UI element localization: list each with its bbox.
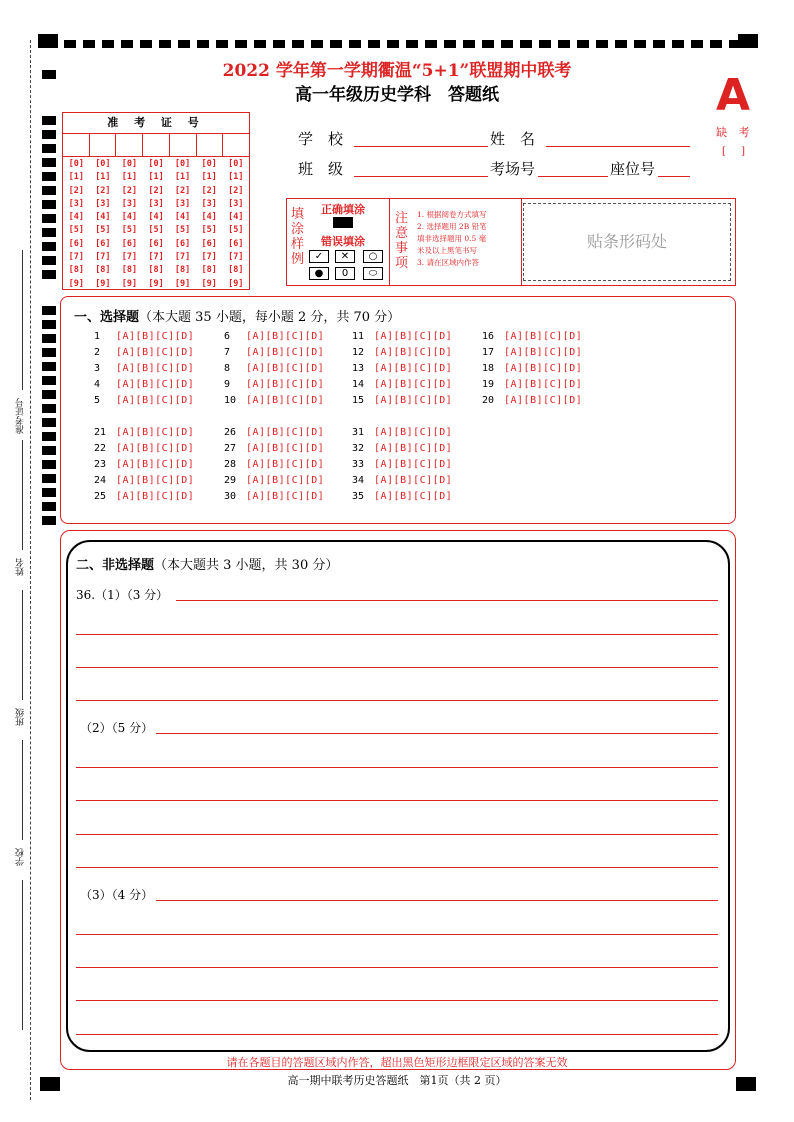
ticket-digit-bubble[interactable]: [5]	[95, 225, 111, 236]
check-mark-icon: ✓	[309, 250, 329, 263]
ticket-number-grid	[62, 112, 250, 290]
answer-options[interactable]: [A][B][C][D]	[246, 475, 325, 486]
wrong-fill-label: 错误填涂	[321, 235, 365, 248]
ticket-digit-bubble[interactable]: [3]	[201, 198, 217, 209]
ticket-digit-bubble[interactable]: [8]	[68, 265, 84, 276]
choice-question-9[interactable]	[224, 379, 324, 390]
answer-options[interactable]: [A][B][C][D]	[246, 379, 325, 390]
ticket-digit-bubble[interactable]: [7]	[68, 252, 84, 263]
choice-question-10[interactable]	[224, 395, 324, 406]
answer-options[interactable]: [A][B][C][D]	[116, 331, 195, 342]
choice-question-20[interactable]	[482, 395, 582, 406]
name-label: 姓 名	[490, 130, 536, 148]
ticket-digit-bubble[interactable]: [8]	[201, 265, 217, 276]
answer-options[interactable]: [A][B][C][D]	[374, 491, 453, 502]
school-field[interactable]	[354, 146, 488, 147]
ticket-digit-bubble[interactable]: [4]	[95, 212, 111, 223]
ticket-digit-bubble[interactable]: [4]	[68, 212, 84, 223]
ticket-digit-bubble[interactable]: [1]	[201, 172, 217, 183]
ticket-digit-bubble[interactable]: [9]	[201, 278, 217, 289]
choice-question-3[interactable]	[94, 363, 194, 374]
question-number: 18	[482, 363, 495, 374]
ticket-digit-bubble[interactable]: [3]	[174, 198, 191, 209]
correct-fill-sample	[333, 217, 353, 228]
ticket-digit-bubble[interactable]: [7]	[228, 252, 244, 263]
answer-options[interactable]: [A][B][C][D]	[374, 443, 453, 454]
choice-section-heading: 一、选择题	[74, 310, 140, 325]
exam-subtitle: 高一年级历史学科 答题纸	[295, 85, 499, 105]
q36-part2-label: （2）（5 分）	[80, 721, 154, 735]
answer-line[interactable]	[76, 834, 718, 835]
side-name-label: 姓名	[16, 558, 26, 576]
binding-line	[30, 40, 31, 1100]
ticket-digit-bubble[interactable]: [1]	[68, 172, 84, 183]
question-number: 9	[224, 379, 231, 390]
answer-options[interactable]: [A][B][C][D]	[504, 331, 583, 342]
non-choice-heading: 二、非选择题	[76, 558, 155, 573]
question-number: 5	[94, 395, 101, 406]
answer-line[interactable]	[76, 967, 718, 968]
answer-options[interactable]: [A][B][C][D]	[116, 347, 195, 358]
ticket-digit-bubble[interactable]: [9]	[95, 278, 111, 289]
choice-question-18[interactable]	[482, 363, 582, 374]
choice-question-32[interactable]	[352, 443, 452, 454]
class-field[interactable]	[354, 176, 488, 177]
question-number: 35	[352, 491, 365, 502]
answer-line[interactable]	[76, 934, 718, 935]
question-number: 28	[224, 459, 237, 470]
oval-mark-icon: 0	[335, 267, 355, 280]
answer-options[interactable]: [A][B][C][D]	[374, 475, 453, 486]
ticket-digit-bubble[interactable]: [8]	[95, 265, 111, 276]
ticket-digit-bubble[interactable]: [8]	[174, 265, 191, 276]
answer-options[interactable]: [A][B][C][D]	[374, 379, 453, 390]
choice-question-17[interactable]	[482, 347, 582, 358]
ticket-digit-bubble[interactable]: [5]	[68, 225, 84, 236]
corner-mark-top-left	[38, 34, 58, 48]
choice-question-5[interactable]	[94, 395, 194, 406]
question-number: 17	[482, 347, 495, 358]
non-choice-section-frame	[66, 540, 730, 1052]
side-class-label: 班级	[16, 708, 26, 726]
ticket-digit-bubble[interactable]: [1]	[228, 172, 244, 183]
answer-options[interactable]: [A][B][C][D]	[246, 331, 325, 342]
side-name-top-line	[22, 440, 23, 550]
absent-checkbox[interactable]: [ ]	[722, 146, 751, 157]
choice-section-desc: （本大题 35 小题，每小题 2 分，共 70 分）	[139, 310, 401, 325]
ticket-title: 准 考 证 号	[63, 113, 249, 134]
side-ticket-line	[22, 250, 23, 390]
ticket-digit-bubble[interactable]: [3]	[228, 198, 244, 209]
ticket-digit-bubble[interactable]: [6]	[228, 238, 244, 249]
answer-options[interactable]: [A][B][C][D]	[504, 363, 583, 374]
answer-options[interactable]: [A][B][C][D]	[504, 347, 583, 358]
choice-question-34[interactable]	[352, 475, 452, 486]
ticket-digit-bubble[interactable]: [5]	[174, 225, 191, 236]
question-number: 25	[94, 491, 107, 502]
side-class-line	[22, 740, 23, 840]
notes-label: 注意事项	[395, 211, 409, 271]
answer-line[interactable]	[76, 1034, 718, 1035]
question-number: 24	[94, 475, 107, 486]
question-number: 8	[224, 363, 231, 374]
answer-options[interactable]: [A][B][C][D]	[374, 459, 453, 470]
choice-question-1[interactable]	[94, 331, 194, 342]
question-number: 15	[352, 395, 365, 406]
divider	[521, 199, 522, 285]
answer-options[interactable]: [A][B][C][D]	[116, 395, 195, 406]
question-number: 30	[224, 491, 237, 502]
choice-question-2[interactable]	[94, 347, 194, 358]
question-number: 6	[224, 331, 231, 342]
ticket-digit-bubble[interactable]: [0]	[121, 159, 138, 169]
ticket-digit-bubble[interactable]: [0]	[201, 159, 217, 169]
ticket-digit-bubble[interactable]: [3]	[148, 198, 164, 209]
ticket-digit-bubble[interactable]: [2]	[95, 185, 111, 196]
ticket-digit-bubble[interactable]: [6]	[121, 238, 138, 249]
question-number: 21	[94, 427, 107, 438]
fill-sample-box	[286, 198, 736, 286]
answer-options[interactable]: [A][B][C][D]	[374, 331, 453, 342]
answer-line[interactable]	[76, 700, 718, 701]
question-number: 2	[94, 347, 101, 358]
absent-label: 缺 考	[716, 126, 754, 139]
ticket-digit-bubble[interactable]: [6]	[95, 238, 111, 249]
question-number: 33	[352, 459, 365, 470]
choice-question-33[interactable]	[352, 459, 452, 470]
ticket-digit-bubble[interactable]: [9]	[68, 278, 84, 289]
ticket-bubble-columns[interactable]	[63, 157, 249, 291]
paper-type: A	[716, 70, 751, 121]
choice-question-6[interactable]	[224, 331, 324, 342]
answer-options[interactable]: [A][B][C][D]	[374, 395, 453, 406]
question-number: 32	[352, 443, 365, 454]
ticket-digit-bubble[interactable]: [8]	[148, 265, 164, 276]
ticket-digit-column[interactable]	[222, 158, 249, 291]
ticket-digit-column[interactable]	[90, 158, 117, 291]
exam-room-field[interactable]	[538, 176, 608, 177]
answer-options[interactable]: [A][B][C][D]	[246, 347, 325, 358]
ticket-digit-bubble[interactable]: [7]	[121, 252, 138, 263]
circle-mark-icon: ○	[363, 250, 383, 263]
choice-question-15[interactable]	[352, 395, 452, 406]
ticket-digit-bubble[interactable]: [0]	[228, 159, 244, 169]
ticket-digit-bubble[interactable]: [4]	[201, 212, 217, 223]
choice-question-16[interactable]	[482, 331, 582, 342]
divider	[389, 199, 390, 285]
ticket-digit-bubble[interactable]: [7]	[95, 252, 111, 263]
ticket-digit-bubble[interactable]: [5]	[121, 225, 138, 236]
ticket-digit-column[interactable]	[143, 158, 170, 291]
choice-question-12[interactable]	[352, 347, 452, 358]
ticket-digit-bubble[interactable]: [9]	[121, 278, 138, 289]
ticket-digit-bubble[interactable]: [4]	[174, 212, 191, 223]
answer-line[interactable]	[76, 867, 718, 868]
answer-options[interactable]: [A][B][C][D]	[504, 395, 583, 406]
ticket-digit-column[interactable]	[63, 158, 90, 291]
ticket-digit-bubble[interactable]: [5]	[148, 225, 164, 236]
school-label: 学 校	[298, 130, 344, 148]
ticket-digit-bubble[interactable]: [1]	[148, 172, 164, 183]
choice-question-27[interactable]	[224, 443, 324, 454]
choice-question-8[interactable]	[224, 363, 324, 374]
ticket-digit-bubble[interactable]: [2]	[68, 185, 84, 196]
barcode-area[interactable]: 贴条形码处	[523, 203, 731, 281]
choice-question-21[interactable]	[94, 427, 194, 438]
question-number: 31	[352, 427, 365, 438]
answer-options[interactable]: [A][B][C][D]	[116, 379, 195, 390]
question-number: 10	[224, 395, 237, 406]
ticket-digit-bubble[interactable]: [2]	[228, 185, 244, 196]
answer-line[interactable]	[156, 900, 718, 901]
ticket-digit-bubble[interactable]: [5]	[201, 225, 217, 236]
side-ticket-label: 准考证号	[16, 398, 26, 434]
cross-mark-icon: ✕	[335, 250, 355, 263]
answer-line[interactable]	[76, 634, 718, 635]
choice-question-4[interactable]	[94, 379, 194, 390]
question-number: 11	[352, 331, 365, 342]
answer-options[interactable]: [A][B][C][D]	[116, 475, 195, 486]
answer-options[interactable]: [A][B][C][D]	[116, 363, 195, 374]
answer-line[interactable]	[176, 600, 718, 601]
answer-options[interactable]: [A][B][C][D]	[246, 395, 325, 406]
ticket-digit-bubble[interactable]: [2]	[201, 185, 217, 196]
note-item: 2. 选择题用 2B 铅笔	[417, 222, 487, 231]
dot-mark-icon: ●	[309, 267, 329, 280]
choice-question-25[interactable]	[94, 491, 194, 502]
ticket-digit-bubble[interactable]: [3]	[95, 198, 111, 209]
question-number: 7	[224, 347, 231, 358]
choice-question-13[interactable]	[352, 363, 452, 374]
ticket-digit-bubble[interactable]: [7]	[174, 252, 191, 263]
question-number: 26	[224, 427, 237, 438]
answer-options[interactable]: [A][B][C][D]	[504, 379, 583, 390]
ticket-digit-column[interactable]	[116, 158, 143, 291]
side-school-label: 学校	[16, 848, 26, 866]
side-school-line	[22, 880, 23, 1030]
exam-room-label: 考场号	[490, 160, 536, 178]
note-item: 1. 根据阅卷方式填写	[417, 210, 487, 219]
ticket-digit-bubble[interactable]: [6]	[68, 238, 84, 249]
answer-options[interactable]: [A][B][C][D]	[246, 363, 325, 374]
ticket-digit-bubble[interactable]: [2]	[121, 185, 138, 196]
ticket-digit-bubble[interactable]: [9]	[228, 278, 244, 289]
answer-options[interactable]: [A][B][C][D]	[374, 427, 453, 438]
ticket-digit-bubble[interactable]: [6]	[174, 238, 191, 249]
choice-question-35[interactable]	[352, 491, 452, 502]
non-choice-section-title	[76, 554, 338, 573]
ticket-digit-bubble[interactable]: [9]	[174, 278, 191, 289]
question-number: 3	[94, 363, 101, 374]
class-label: 班 级	[298, 160, 344, 178]
ticket-digit-bubble[interactable]: [7]	[148, 252, 164, 263]
ticket-digit-bubble[interactable]: [4]	[228, 212, 244, 223]
answer-options[interactable]: [A][B][C][D]	[246, 491, 325, 502]
answer-line[interactable]	[76, 767, 718, 768]
note-item: 3. 请在区域内作答	[417, 258, 480, 267]
ticket-digit-bubble[interactable]: [0]	[68, 159, 84, 169]
question-number: 1	[94, 331, 101, 342]
choice-question-30[interactable]	[224, 491, 324, 502]
ticket-digit-bubble[interactable]: [9]	[148, 278, 164, 289]
ticket-digit-bubble[interactable]: [8]	[121, 265, 138, 276]
notes-list	[417, 209, 487, 269]
q36-part1-label: 36.（1）（3 分）	[76, 588, 169, 602]
question-number: 4	[94, 379, 101, 390]
seat-label: 座位号	[610, 160, 656, 178]
answer-options[interactable]: [A][B][C][D]	[116, 459, 195, 470]
choice-question-28[interactable]	[224, 459, 324, 470]
answer-options[interactable]: [A][B][C][D]	[246, 427, 325, 438]
ticket-digit-column[interactable]	[169, 158, 196, 291]
seat-field[interactable]	[658, 176, 690, 177]
ticket-digit-bubble[interactable]: [6]	[201, 238, 217, 249]
choice-question-24[interactable]	[94, 475, 194, 486]
ticket-digit-bubble[interactable]: [1]	[174, 172, 191, 183]
note-item: 填非选择题用 0.5 毫	[417, 234, 487, 243]
note-item: 米及以上黑笔书写	[417, 246, 477, 255]
question-number: 12	[352, 347, 365, 358]
non-choice-desc: （本大题共 3 小题，共 30 分）	[154, 558, 339, 573]
ticket-digit-bubble[interactable]: [8]	[228, 265, 244, 276]
ticket-digit-bubble[interactable]: [1]	[95, 172, 111, 183]
ticket-write-cells[interactable]	[63, 134, 249, 157]
choice-question-23[interactable]	[94, 459, 194, 470]
top-timing-bar	[64, 40, 744, 48]
ticket-digit-bubble[interactable]: [3]	[68, 198, 84, 209]
answer-line[interactable]	[76, 1000, 718, 1001]
answer-options[interactable]: [A][B][C][D]	[116, 491, 195, 502]
q36-part3-label: （3）（4 分）	[80, 888, 154, 902]
choice-question-31[interactable]	[352, 427, 452, 438]
choice-question-14[interactable]	[352, 379, 452, 390]
answer-line[interactable]	[76, 800, 718, 801]
choice-question-26[interactable]	[224, 427, 324, 438]
side-name-line	[22, 590, 23, 700]
answer-options[interactable]: [A][B][C][D]	[116, 443, 195, 454]
choice-question-7[interactable]	[224, 347, 324, 358]
question-number: 27	[224, 443, 237, 454]
question-number: 23	[94, 459, 107, 470]
ticket-digit-bubble[interactable]: [4]	[148, 212, 164, 223]
question-number: 34	[352, 475, 365, 486]
question-number: 14	[352, 379, 365, 390]
ticket-digit-column[interactable]	[196, 158, 223, 291]
answer-options[interactable]: [A][B][C][D]	[246, 459, 325, 470]
ticket-digit-bubble[interactable]: [0]	[95, 159, 111, 169]
question-number: 13	[352, 363, 365, 374]
name-field[interactable]	[546, 146, 690, 147]
question-number: 22	[94, 443, 107, 454]
ticket-digit-bubble[interactable]: [5]	[228, 225, 244, 236]
ticket-digit-bubble[interactable]: [7]	[201, 252, 217, 263]
answer-area-warning: 请在各题目的答题区域内作答，超出黑色矩形边框限定区域的答案无效	[226, 1056, 568, 1069]
choice-question-11[interactable]	[352, 331, 452, 342]
answer-line[interactable]	[76, 667, 718, 668]
ticket-digit-bubble[interactable]: [0]	[148, 159, 164, 169]
question-number: 16	[482, 331, 495, 342]
choice-question-19[interactable]	[482, 379, 582, 390]
ellipse-mark-icon: ⬭	[363, 267, 383, 280]
exam-title: 2022 学年第一学期衢温“5+1”联盟期中联考	[222, 61, 572, 81]
ticket-digit-bubble[interactable]: [3]	[121, 198, 138, 209]
ticket-digit-bubble[interactable]: [4]	[121, 212, 138, 223]
answer-options[interactable]: [A][B][C][D]	[246, 443, 325, 454]
answer-options[interactable]: [A][B][C][D]	[116, 427, 195, 438]
ticket-digit-bubble[interactable]: [1]	[121, 172, 138, 183]
page-footer: 高一期中联考历史答题纸 第1页（共 2 页）	[287, 1074, 507, 1087]
choice-section-title	[74, 306, 400, 325]
ticket-digit-bubble[interactable]: [6]	[148, 238, 164, 249]
choice-question-29[interactable]	[224, 475, 324, 486]
fill-sample-label: 填涂样例	[291, 207, 305, 267]
question-number: 20	[482, 395, 495, 406]
ticket-digit-bubble[interactable]: [0]	[174, 159, 191, 169]
question-number: 19	[482, 379, 495, 390]
answer-options[interactable]: [A][B][C][D]	[374, 363, 453, 374]
answer-line[interactable]	[156, 733, 718, 734]
question-number: 29	[224, 475, 237, 486]
ticket-digit-bubble[interactable]: [2]	[174, 185, 191, 196]
choice-question-22[interactable]	[94, 443, 194, 454]
ticket-digit-bubble[interactable]: [2]	[148, 185, 164, 196]
answer-options[interactable]: [A][B][C][D]	[374, 347, 453, 358]
correct-fill-label: 正确填涂	[321, 203, 365, 216]
